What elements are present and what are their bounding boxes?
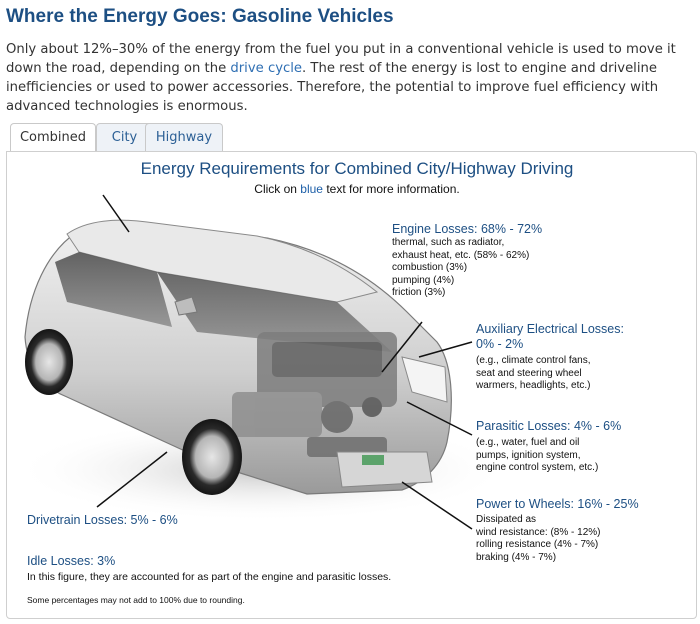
auxiliary-losses-range[interactable]: 0% - 2%: [476, 337, 524, 351]
auxiliary-loss-detail: (e.g., climate control fans,: [476, 355, 591, 366]
power-to-wheels-label: [476, 497, 639, 564]
idle-losses-note: In this figure, they are accounted for as part of the engine and parasitic losses.: [27, 571, 392, 583]
front-wheel: [182, 419, 242, 495]
drivetrain-losses-label: [27, 513, 178, 528]
instruction-blue-word: blue: [300, 182, 323, 196]
engine-loss-detail: combustion (3%): [392, 262, 468, 273]
page-title: Where the Energy Goes: Gasoline Vehicles: [6, 6, 394, 27]
parasitic-loss-detail: pumps, ignition system,: [476, 449, 581, 461]
drive-cycle-link[interactable]: drive cycle: [230, 61, 303, 76]
parasitic-loss-detail: engine control system, etc.): [476, 462, 599, 473]
engine-loss-detail: friction (3%): [392, 287, 446, 298]
engine-losses-label: [392, 222, 542, 300]
instruction-start: Click on: [254, 182, 301, 196]
engine-losses-heading[interactable]: Engine Losses: 68% - 72%: [392, 222, 543, 236]
auxiliary-losses-heading[interactable]: Auxiliary Electrical Losses:: [476, 322, 624, 336]
power-to-wheels-heading[interactable]: Power to Wheels: 16% - 25%: [476, 497, 639, 511]
rear-wheel: [25, 329, 73, 395]
auxiliary-loss-detail: warmers, headlights, etc.): [476, 380, 591, 391]
engine-loss-detail: exhaust heat, etc. (58% - 62%): [392, 249, 530, 261]
rounding-footnote: Some percentages may not add to 100% due to rounding.: [27, 595, 245, 605]
car-grille: [337, 452, 432, 487]
wheels-detail: wind resistance: (8% - 12%): [476, 526, 601, 538]
tab-city[interactable]: City: [96, 123, 153, 152]
wheels-detail: braking (4% - 7%): [476, 551, 557, 563]
idle-losses-label: [27, 554, 391, 583]
figure-title: Energy Requirements for Combined City/Highway Driving: [140, 159, 574, 178]
intro-paragraph: [6, 40, 696, 116]
drivetrain-losses-heading[interactable]: Drivetrain Losses: 5% - 6%: [27, 513, 178, 527]
intro-text-start: Only about 12%–30% of the energy from the fuel you put in a conventional vehicle is used to move it down the road, depending on the: [6, 42, 676, 76]
wheels-detail: rolling resistance (4% - 7%): [476, 539, 599, 550]
instruction-end: text for more information.: [322, 182, 460, 196]
auxiliary-loss-detail: seat and steering wheel: [476, 367, 582, 379]
plate-badge: [362, 455, 384, 465]
idle-losses-heading[interactable]: Idle Losses: 3%: [27, 554, 116, 568]
tab-panel: [6, 151, 697, 619]
parasitic-losses-label: [476, 419, 621, 475]
tab-highway[interactable]: Highway: [145, 123, 223, 152]
engine-loss-detail: thermal, such as radiator,: [392, 237, 505, 248]
parasitic-loss-detail: (e.g., water, fuel and oil: [476, 437, 580, 448]
tab-combined[interactable]: Combined: [10, 123, 96, 153]
auxiliary-losses-label: [476, 322, 624, 393]
intro-text-end: . The rest of the energy is lost to engine and driveline inefficiencies or used to power accessories. Therefore, the potential to improve fuel efficiency with advanced technologies is enormous.: [6, 61, 659, 114]
engine-loss-detail: pumping (4%): [392, 274, 455, 286]
parasitic-losses-heading[interactable]: Parasitic Losses: 4% - 6%: [476, 419, 622, 433]
wheels-detail: Dissipated as: [476, 514, 537, 525]
